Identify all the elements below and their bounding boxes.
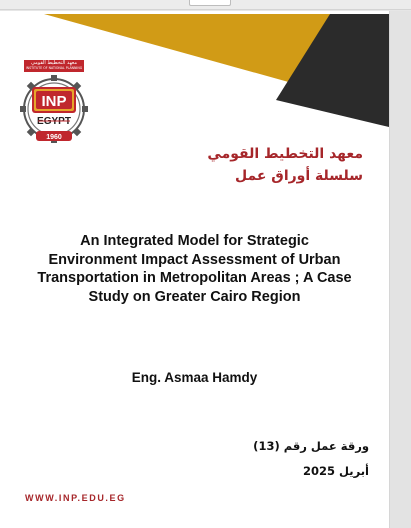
logo-banner-text-en: INSTITUTE OF NATIONAL PLANNING xyxy=(25,66,83,70)
title-line: Environment Impact Assessment of Urban xyxy=(48,251,341,268)
website-link[interactable]: WWW.INP.EDU.EG xyxy=(25,493,126,503)
logo-year: 1960 xyxy=(46,134,62,141)
publication-date: أبريل 2025 xyxy=(302,464,369,478)
title-line: Transportation in Metropolitan Areas ; A Case xyxy=(37,270,352,287)
viewer-tab-handle[interactable] xyxy=(189,0,231,6)
document-title xyxy=(0,232,389,306)
logo-acronym: INP xyxy=(41,93,67,110)
paper-number: ورقة عمل رقم (13) xyxy=(253,439,369,453)
logo-country: EGYPT xyxy=(37,116,71,127)
logo-banner-text xyxy=(25,61,83,71)
logo-banner-text-ar: معهد التخطيط القومي xyxy=(30,60,78,66)
document-page xyxy=(0,11,389,528)
scrollbar-track[interactable] xyxy=(389,11,411,528)
institute-name-arabic: معهد التخطيط القومي xyxy=(207,146,363,162)
series-name-arabic: سلسلة أوراق عمل xyxy=(234,168,363,184)
inp-logo-icon xyxy=(18,59,90,149)
title-line: An Integrated Model for Strategic xyxy=(80,233,309,249)
title-line: Study on Greater Cairo Region xyxy=(88,288,301,305)
author-name: Eng. Asmaa Hamdy xyxy=(131,370,258,385)
viewer-toolbar xyxy=(0,0,411,10)
